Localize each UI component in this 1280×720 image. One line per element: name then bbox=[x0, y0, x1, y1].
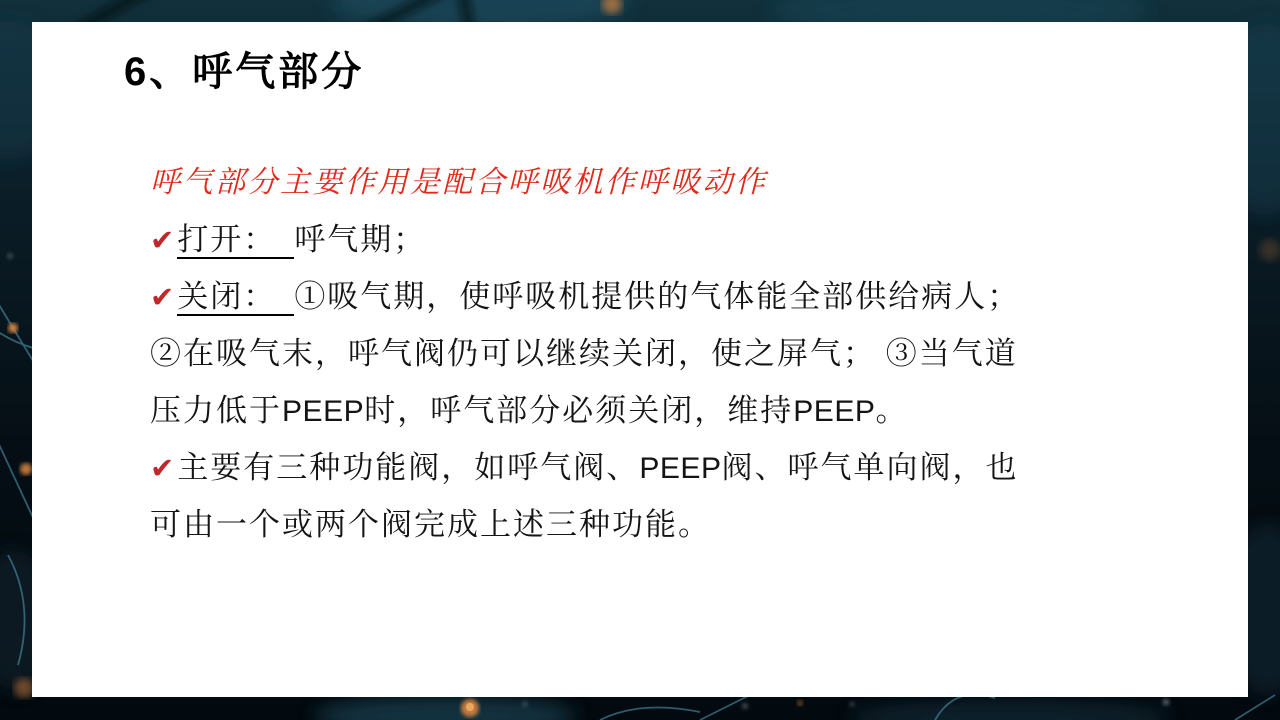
bullet-valves bbox=[150, 439, 1150, 496]
bullet-close-text-line2: ②在吸气末，呼气阀仍可以继续关闭，使之屏气； ③当气道 bbox=[150, 336, 1018, 371]
bullet-close-lead: 关闭： bbox=[177, 279, 294, 316]
bullet-close-text-line1: ①吸气期，使呼吸机提供的气体能全部供给病人； bbox=[294, 279, 1021, 314]
check-icon: ✔ bbox=[150, 451, 175, 485]
content-panel bbox=[32, 22, 1248, 697]
check-icon: ✔ bbox=[150, 223, 175, 257]
check-icon: ✔ bbox=[150, 280, 175, 314]
bullet-valves-text-line1: 主要有三种功能阀，如呼气阀、PEEP阀、呼气单向阀，也 bbox=[177, 450, 1019, 485]
bullet-open-text: 呼气期； bbox=[294, 222, 427, 257]
bullet-valves-text-line2: 可由一个或两个阀完成上述三种功能。 bbox=[150, 507, 711, 542]
bullet-close bbox=[150, 268, 1150, 325]
bullet-open-lead: 打开： bbox=[177, 222, 294, 259]
slide-title: 6、呼气部分 bbox=[124, 50, 365, 94]
bullet-close-text-line3: 压力低于PEEP时，呼气部分必须关闭，维持PEEP。 bbox=[150, 393, 909, 428]
body-text bbox=[150, 154, 1150, 553]
intro-line: 呼气部分主要作用是配合呼吸机作呼吸动作 bbox=[150, 166, 768, 199]
bullet-open bbox=[150, 211, 1150, 268]
